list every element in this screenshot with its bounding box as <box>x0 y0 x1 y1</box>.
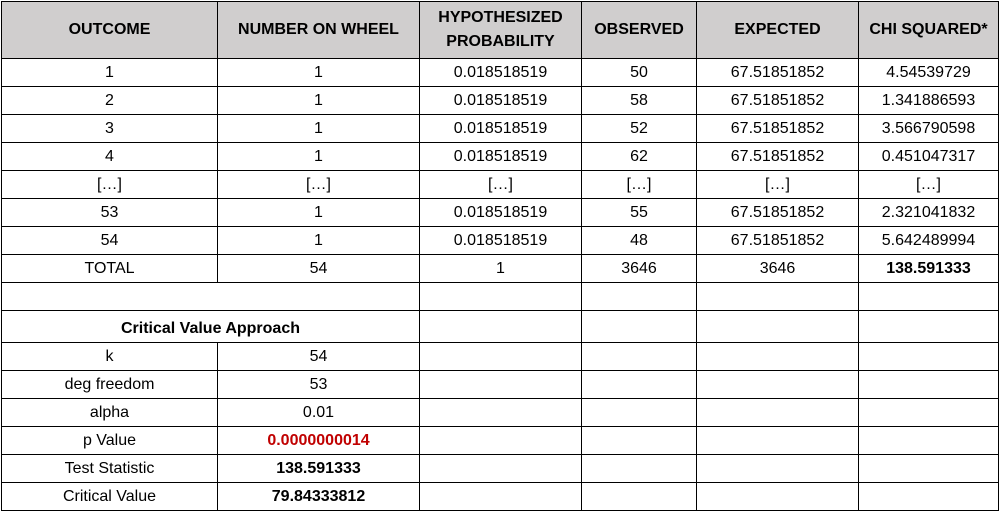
blank-row <box>2 283 999 311</box>
observed-cell: 55 <box>582 199 697 227</box>
blank-cell <box>420 455 582 483</box>
header-chi-squared: CHI SQUARED* <box>859 2 999 59</box>
probability-cell: 0.018518519 <box>420 227 582 255</box>
probability-cell: 0.018518519 <box>420 199 582 227</box>
outcome-cell: 1 <box>2 59 218 87</box>
blank-cell <box>420 283 582 311</box>
blank-cell <box>582 455 697 483</box>
table-row <box>2 143 999 171</box>
blank-cell <box>697 311 859 343</box>
ellipsis-cell: […] <box>218 171 420 199</box>
critical-row-test-statistic <box>2 455 999 483</box>
ellipsis-cell: […] <box>2 171 218 199</box>
outcome-cell: 4 <box>2 143 218 171</box>
expected-cell: 67.51851852 <box>697 115 859 143</box>
blank-cell <box>420 371 582 399</box>
critical-value: 0.01 <box>218 399 420 427</box>
blank-cell <box>697 483 859 511</box>
number-cell: 1 <box>218 59 420 87</box>
expected-cell: 67.51851852 <box>697 87 859 115</box>
blank-cell <box>697 371 859 399</box>
blank-cell <box>697 427 859 455</box>
critical-label: alpha <box>2 399 218 427</box>
total-number: 54 <box>218 255 420 283</box>
chi-square-table <box>1 1 999 511</box>
blank-cell <box>2 283 420 311</box>
critical-title-row <box>2 311 999 343</box>
blank-cell <box>420 311 582 343</box>
observed-cell: 52 <box>582 115 697 143</box>
critical-value: 53 <box>218 371 420 399</box>
chi-squared-cell: 2.321041832 <box>859 199 999 227</box>
observed-cell: 48 <box>582 227 697 255</box>
table-row <box>2 87 999 115</box>
header-number-on-wheel: NUMBER ON WHEEL <box>218 2 420 59</box>
expected-cell: 67.51851852 <box>697 59 859 87</box>
table-row <box>2 199 999 227</box>
critical-value-result: 79.84333812 <box>218 483 420 511</box>
chi-squared-cell: 5.642489994 <box>859 227 999 255</box>
blank-cell <box>420 343 582 371</box>
observed-cell: 58 <box>582 87 697 115</box>
total-expected: 3646 <box>697 255 859 283</box>
critical-row-alpha <box>2 399 999 427</box>
blank-cell <box>859 311 999 343</box>
p-value: 0.0000000014 <box>218 427 420 455</box>
ellipsis-cell: […] <box>859 171 999 199</box>
critical-row-deg-freedom <box>2 371 999 399</box>
total-row <box>2 255 999 283</box>
probability-cell: 0.018518519 <box>420 59 582 87</box>
outcome-cell: 54 <box>2 227 218 255</box>
critical-row-critical-value <box>2 483 999 511</box>
number-cell: 1 <box>218 227 420 255</box>
critical-row-p-value <box>2 427 999 455</box>
blank-cell <box>859 427 999 455</box>
blank-cell <box>582 427 697 455</box>
blank-cell <box>859 483 999 511</box>
probability-cell: 0.018518519 <box>420 143 582 171</box>
blank-cell <box>582 371 697 399</box>
blank-cell <box>420 427 582 455</box>
total-chi-squared: 138.591333 <box>859 255 999 283</box>
critical-label: Critical Value <box>2 483 218 511</box>
expected-cell: 67.51851852 <box>697 199 859 227</box>
table-row-ellipsis <box>2 171 999 199</box>
header-outcome: OUTCOME <box>2 2 218 59</box>
chi-squared-cell: 0.451047317 <box>859 143 999 171</box>
blank-cell <box>582 343 697 371</box>
ellipsis-cell: […] <box>420 171 582 199</box>
expected-cell: 67.51851852 <box>697 227 859 255</box>
blank-cell <box>859 455 999 483</box>
blank-cell <box>859 371 999 399</box>
observed-cell: 50 <box>582 59 697 87</box>
expected-cell: 67.51851852 <box>697 143 859 171</box>
chi-squared-cell: 4.54539729 <box>859 59 999 87</box>
blank-cell <box>859 399 999 427</box>
outcome-cell: 3 <box>2 115 218 143</box>
blank-cell <box>859 343 999 371</box>
number-cell: 1 <box>218 115 420 143</box>
blank-cell <box>859 283 999 311</box>
chi-squared-cell: 1.341886593 <box>859 87 999 115</box>
critical-label: Test Statistic <box>2 455 218 483</box>
total-probability: 1 <box>420 255 582 283</box>
critical-label: p Value <box>2 427 218 455</box>
critical-row-k <box>2 343 999 371</box>
critical-label: k <box>2 343 218 371</box>
blank-cell <box>582 399 697 427</box>
total-observed: 3646 <box>582 255 697 283</box>
blank-cell <box>697 283 859 311</box>
header-expected: EXPECTED <box>697 2 859 59</box>
blank-cell <box>697 399 859 427</box>
table-row <box>2 115 999 143</box>
test-statistic-value: 138.591333 <box>218 455 420 483</box>
blank-cell <box>697 343 859 371</box>
header-observed: OBSERVED <box>582 2 697 59</box>
critical-label: deg freedom <box>2 371 218 399</box>
critical-value: 54 <box>218 343 420 371</box>
blank-cell <box>582 483 697 511</box>
ellipsis-cell: […] <box>582 171 697 199</box>
header-row <box>2 2 999 59</box>
number-cell: 1 <box>218 143 420 171</box>
blank-cell <box>582 283 697 311</box>
number-cell: 1 <box>218 87 420 115</box>
blank-cell <box>582 311 697 343</box>
blank-cell <box>420 483 582 511</box>
observed-cell: 62 <box>582 143 697 171</box>
probability-cell: 0.018518519 <box>420 87 582 115</box>
header-hypothesized-probability: HYPOTHESIZED PROBABILITY <box>420 2 582 59</box>
table-row <box>2 227 999 255</box>
number-cell: 1 <box>218 199 420 227</box>
ellipsis-cell: […] <box>697 171 859 199</box>
outcome-cell: 2 <box>2 87 218 115</box>
table-row <box>2 59 999 87</box>
probability-cell: 0.018518519 <box>420 115 582 143</box>
chi-squared-cell: 3.566790598 <box>859 115 999 143</box>
blank-cell <box>420 399 582 427</box>
outcome-cell: 53 <box>2 199 218 227</box>
total-label: TOTAL <box>2 255 218 283</box>
blank-cell <box>697 455 859 483</box>
critical-value-title: Critical Value Approach <box>2 311 420 343</box>
